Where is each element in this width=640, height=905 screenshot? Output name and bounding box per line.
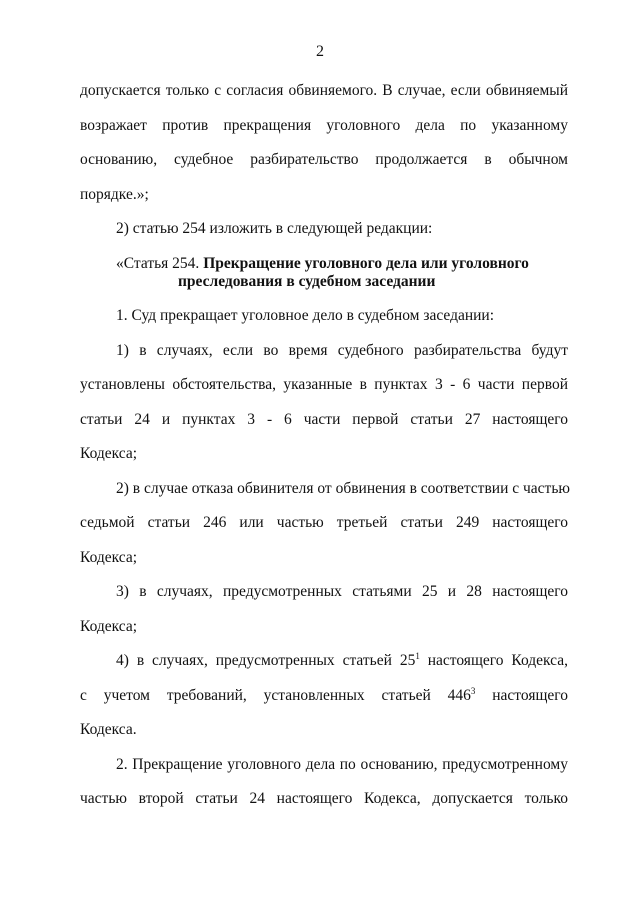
list-item: 2) в случае отказа обвинителя от обвинения в соответствии с частью: [116, 480, 570, 497]
superscript: 1: [415, 651, 420, 661]
text-line: частью второй статьи 24 настоящего Кодекса, допускается только: [80, 790, 568, 807]
text-line: Кодекса;: [80, 549, 138, 566]
list-item: 1) в случаях, если во время судебного разбирательства будут: [116, 342, 568, 359]
text-line: [80, 687, 568, 705]
list-item: 3) в случаях, предусмотренных статьями 25 и 28 настоящего: [116, 583, 568, 600]
text-line: основанию, судебное разбирательство продолжается в обычном: [80, 151, 568, 168]
article-title-cont: преследования в судебном заседании: [178, 273, 436, 290]
article-title: Прекращение уголовного дела или уголовного: [203, 255, 529, 272]
article-heading: [116, 255, 568, 273]
text-run: настоящего Кодекса,: [419, 652, 568, 669]
list-item: [116, 652, 568, 670]
article-number: «Статья 254.: [116, 255, 200, 272]
text-line: статьи 24 и пунктах 3 - 6 части первой статьи 27 настоящего: [80, 411, 568, 428]
text-line: седьмой статьи 246 или частью третьей статьи 249 настоящего: [80, 514, 568, 531]
text-run: с учетом требований, установленных статьей 446: [80, 687, 471, 704]
list-item-2: 2) статью 254 изложить в следующей редакции:: [116, 220, 433, 237]
text-run: настоящего: [475, 687, 568, 704]
text-line: возражает против прекращения уголовного дела по указанному: [80, 117, 568, 134]
paragraph-1: 1. Суд прекращает уголовное дело в судебном заседании:: [116, 307, 495, 324]
superscript: 3: [470, 686, 476, 696]
text-line: Кодекса.: [80, 721, 137, 738]
text-line: установлены обстоятельства, указанные в пунктах 3 - 6 части первой: [80, 376, 568, 393]
page-number: 2: [316, 43, 324, 60]
text-line: допускается только с согласия обвиняемого. В случае, если обвиняемый: [80, 82, 568, 99]
text-run: 4) в случаях, предусмотренных статьей 25: [116, 652, 416, 669]
text-line: порядке.»;: [80, 186, 149, 203]
text-line: Кодекса;: [80, 445, 138, 462]
paragraph-2: 2. Прекращение уголовного дела по основанию, предусмотренному: [116, 756, 568, 773]
text-line: Кодекса;: [80, 618, 138, 635]
